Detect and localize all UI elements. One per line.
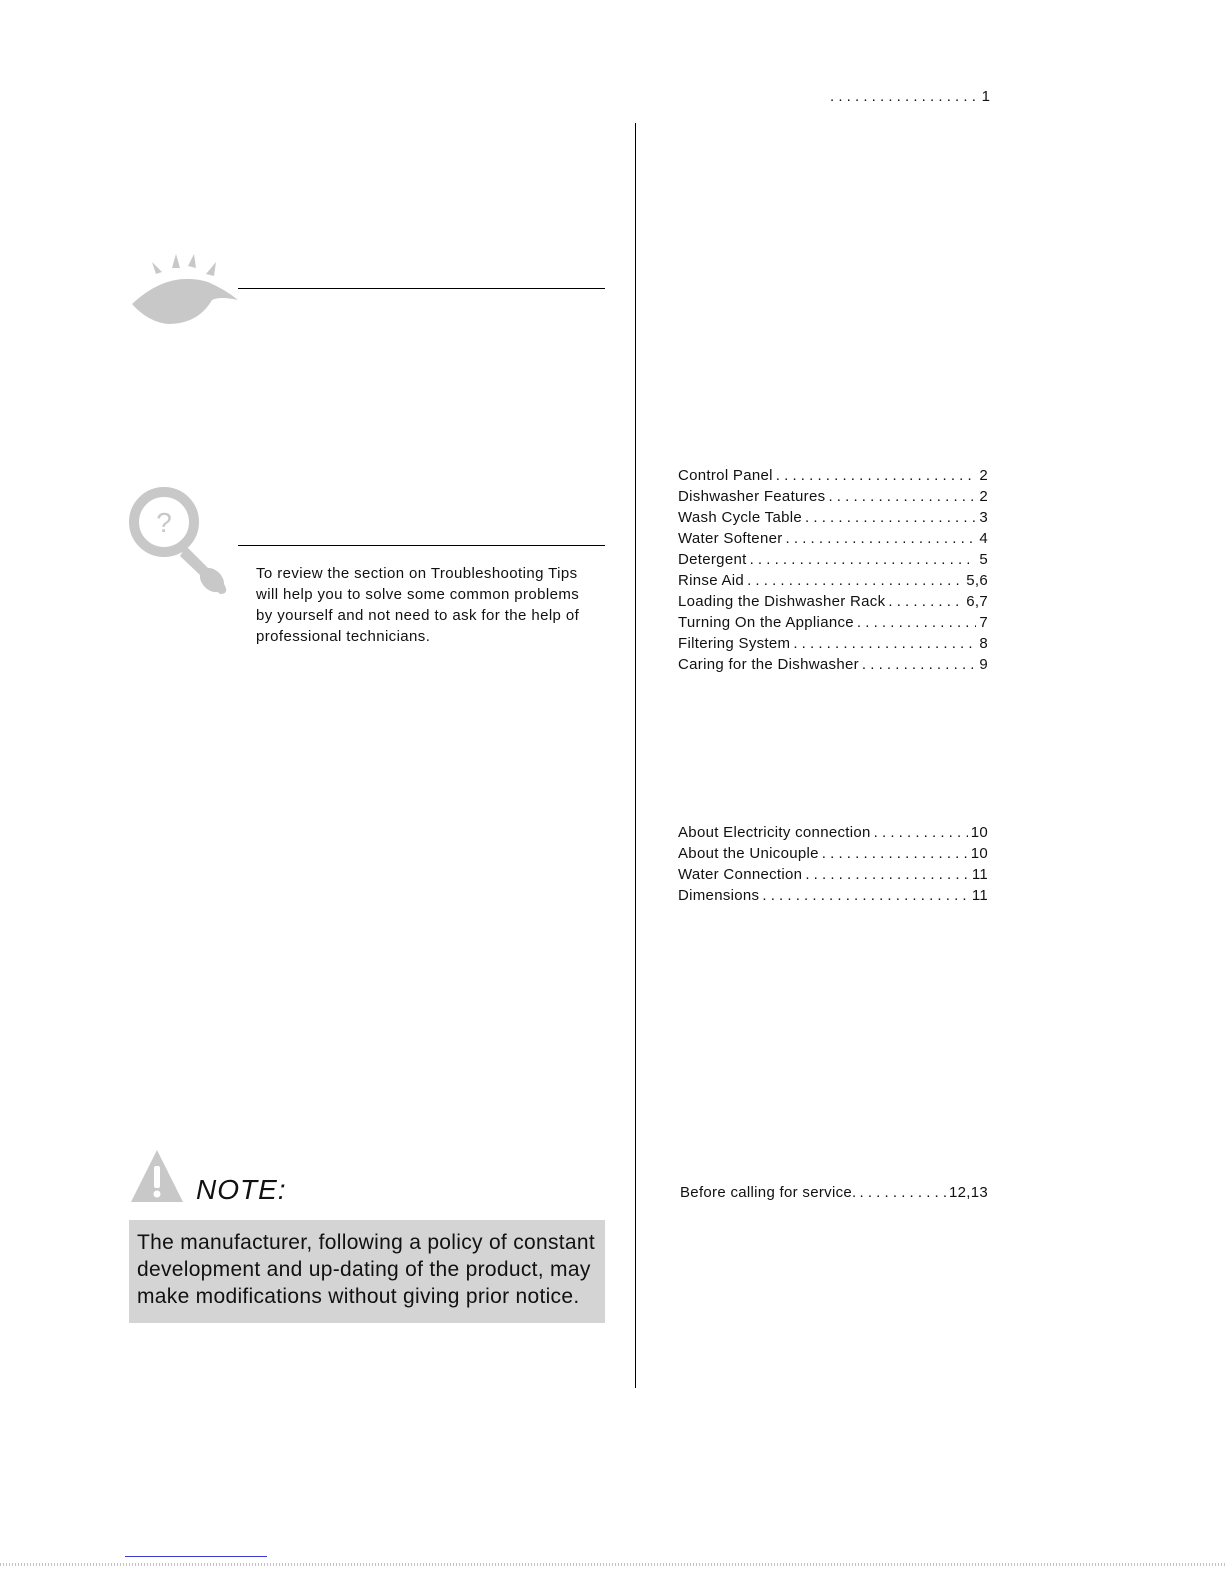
- toc-entry[interactable]: [678, 465, 988, 486]
- tip-line: will help you to solve some common problems: [256, 586, 580, 603]
- note-line: The manufacturer, following a policy of constant: [137, 1231, 595, 1254]
- toc-entry[interactable]: [678, 486, 988, 507]
- toc-entry-page: 3: [979, 509, 988, 526]
- dot-leader: [805, 507, 976, 528]
- toc-entry-label: Dishwasher Features: [678, 488, 826, 505]
- note-title: NOTE:: [196, 1174, 287, 1205]
- toc-entry[interactable]: [678, 612, 988, 633]
- tip-line: by yourself and not need to ask for the help of: [256, 607, 580, 624]
- toc-top-entry: [830, 88, 990, 105]
- toc-entry-page: 2: [979, 488, 988, 505]
- toc-entry[interactable]: [678, 570, 988, 591]
- toc-entry-page: 11: [971, 887, 988, 904]
- note-line: development and up-dating of the product, may: [137, 1258, 591, 1281]
- toc-top-page: 1: [981, 88, 990, 105]
- dot-leader: [762, 885, 968, 906]
- toc-entry-page: 2: [979, 467, 988, 484]
- toc-entry[interactable]: [678, 885, 988, 906]
- dot-leader: [805, 864, 969, 885]
- toc-entry[interactable]: [678, 654, 988, 675]
- troubleshooting-tip-text: [256, 563, 596, 647]
- toc-entry[interactable]: [678, 507, 988, 528]
- dot-leader: [822, 843, 968, 864]
- toc-entry-page: 10: [970, 845, 988, 862]
- dot-leader: [747, 570, 963, 591]
- toc-entry-label: Turning On the Appliance: [678, 614, 854, 631]
- warning-icon: [129, 1148, 185, 1204]
- toc-entry-label: Water Softener: [678, 530, 783, 547]
- dot-leader: [828, 486, 976, 507]
- toc-entry-page: 12,13: [948, 1184, 988, 1201]
- toc-entry[interactable]: [678, 843, 988, 864]
- toc-entry[interactable]: [678, 822, 988, 843]
- toc-entry-label: Wash Cycle Table: [678, 509, 803, 526]
- dot-leader: [786, 528, 977, 549]
- toc-entry-page: 9: [979, 656, 988, 673]
- toc-entry-label: Filtering System: [678, 635, 791, 652]
- svg-text:?: ?: [156, 507, 172, 538]
- footer-link-underline: [125, 1556, 267, 1557]
- toc-entry[interactable]: [678, 549, 988, 570]
- section-rule-operation: [238, 288, 605, 289]
- dot-leader: [857, 612, 976, 633]
- magnifier-question-icon: [126, 484, 234, 600]
- tip-line: professional technicians.: [256, 628, 431, 645]
- toc-entry[interactable]: [680, 1182, 988, 1203]
- toc-entry-label: Dimensions: [678, 887, 760, 904]
- toc-entry-label: Before calling for service.: [680, 1184, 857, 1201]
- tip-line: To review the section on Troubleshooting Tips: [256, 565, 578, 582]
- eye-icon: [128, 252, 248, 332]
- toc-entry-page: 4: [979, 530, 988, 547]
- toc-entry-page: 7: [979, 614, 988, 631]
- dot-leader: [776, 465, 977, 486]
- toc-entry-label: About the Unicouple: [678, 845, 819, 862]
- column-divider: [635, 123, 636, 1388]
- dot-leader: [862, 654, 976, 675]
- toc-entry-label: Loading the Dishwasher Rack: [678, 593, 886, 610]
- dot-leader: [860, 1182, 946, 1203]
- toc-entry-label: Rinse Aid: [678, 572, 745, 589]
- toc-entry[interactable]: [678, 633, 988, 654]
- toc-entry[interactable]: [678, 528, 988, 549]
- note-box: [129, 1220, 605, 1323]
- dot-leader: [793, 633, 976, 654]
- footer-dotted-edge: [0, 1563, 1225, 1566]
- toc-entry-label: Caring for the Dishwasher: [678, 656, 859, 673]
- toc-entry-page: 5,6: [966, 572, 988, 589]
- toc-entry-label: Water Connection: [678, 866, 803, 883]
- toc-entry-page: 8: [979, 635, 988, 652]
- toc-entry-page: 11: [971, 866, 988, 883]
- toc-entry-label: About Electricity connection: [678, 824, 871, 841]
- dot-leader: [888, 591, 963, 612]
- note-line: make modifications without giving prior notice.: [137, 1285, 580, 1308]
- toc-entry-page: 5: [979, 551, 988, 568]
- dot-leader: [874, 822, 968, 843]
- section-rule-troubleshooting: [238, 545, 605, 546]
- toc-entry-page: 6,7: [966, 593, 988, 610]
- toc-entry[interactable]: [678, 591, 988, 612]
- toc-entry-label: Control Panel: [678, 467, 773, 484]
- dot-leader: [830, 88, 979, 105]
- toc-entry-page: 10: [970, 824, 988, 841]
- toc-entry-label: Detergent: [678, 551, 747, 568]
- toc-entry[interactable]: [678, 864, 988, 885]
- dot-leader: [750, 549, 977, 570]
